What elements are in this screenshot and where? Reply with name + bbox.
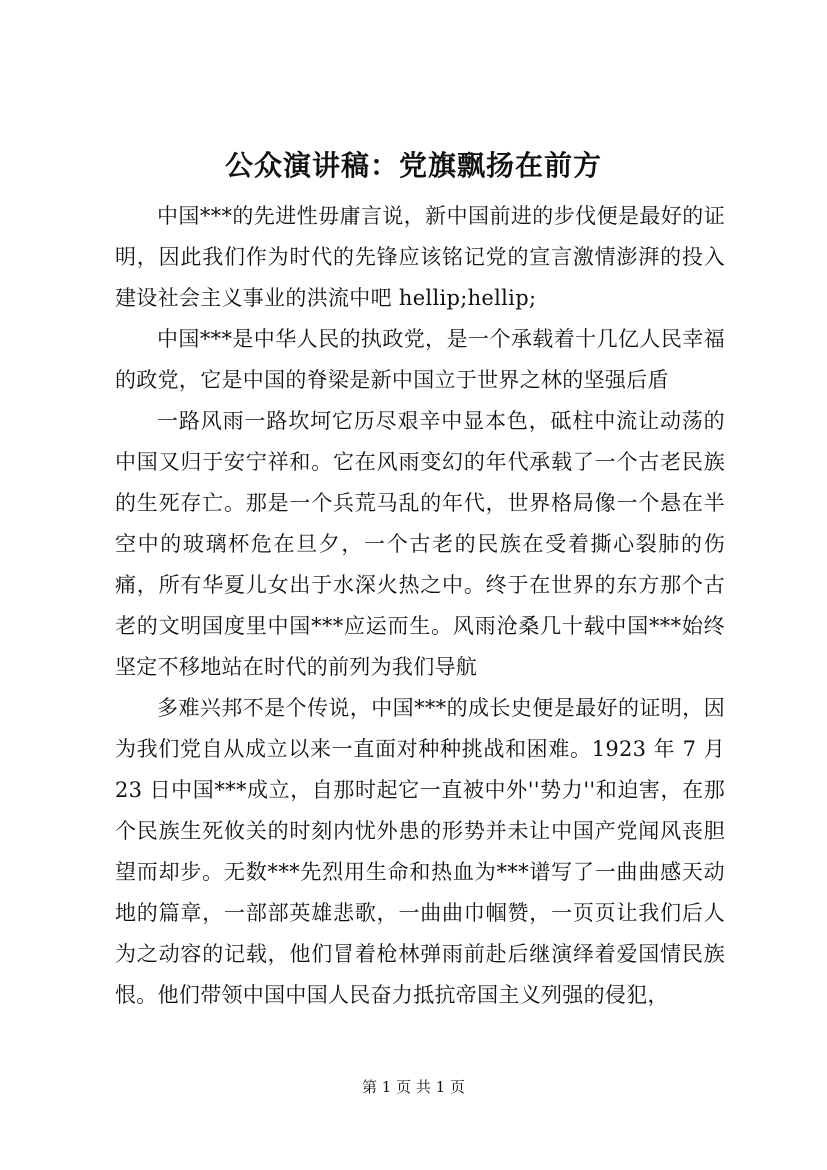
document-body: [115, 196, 725, 1016]
paragraph-1: 中国***的先进性毋庸言说，新中国前进的步伐便是最好的证明，因此我们作为时代的先锋应该铭记党的宣言激情澎湃的投入建设社会主义事业的洪流中吧 hellip;hellip;: [115, 204, 725, 310]
paragraph-3: 一路风雨一路坎坷它历尽艰辛中显本色，砥柱中流让动荡的中国又归于安宁祥和。它在风雨变幻的年代承载了一个古老民族的生死存亡。那是一个兵荒马乱的年代，世界格局像一个悬在半空中的玻璃杯危在旦夕，一个古老的民族在受着撕心裂肺的伤痛，所有华夏儿女出于水深火热之中。终于在世界的东方那个古老的文明国度里中国***应运而生。风雨沧桑几十载中国***始终坚定不移地站在时代的前列为我们导航: [115, 409, 725, 679]
paragraph-4: 多难兴邦不是个传说，中国***的成长史便是最好的证明，因为我们党自从成立以来一直面对种种挑战和困难。1923 年 7 月 23 日中国***成立，自那时起它一直被中外''势力''和迫害，在那个民族生死攸关的时刻内忧外患的形势并未让中国产党闻风丧胆望而却步。无数***先烈用生命和热血为***谱写了一曲曲感天动地的篇章，一部部英雄悲歌，一曲曲巾帼赞，一页页让我们后人为之动容的记载，他们冒着枪林弹雨前赴后继演绎着爱国情民族恨。他们带领中国中国人民奋力抵抗帝国主义列强的侵犯，: [115, 696, 725, 1007]
paragraph-2: 中国***是中华人民的执政党，是一个承载着十几亿人民幸福的政党，它是中国的脊梁是新中国立于世界之林的坚强后盾: [115, 327, 725, 392]
document-title: 公众演讲稿：党旗飘扬在前方: [224, 149, 602, 182]
page-number-footer: 第 1 页 共 1 页: [362, 1078, 465, 1096]
